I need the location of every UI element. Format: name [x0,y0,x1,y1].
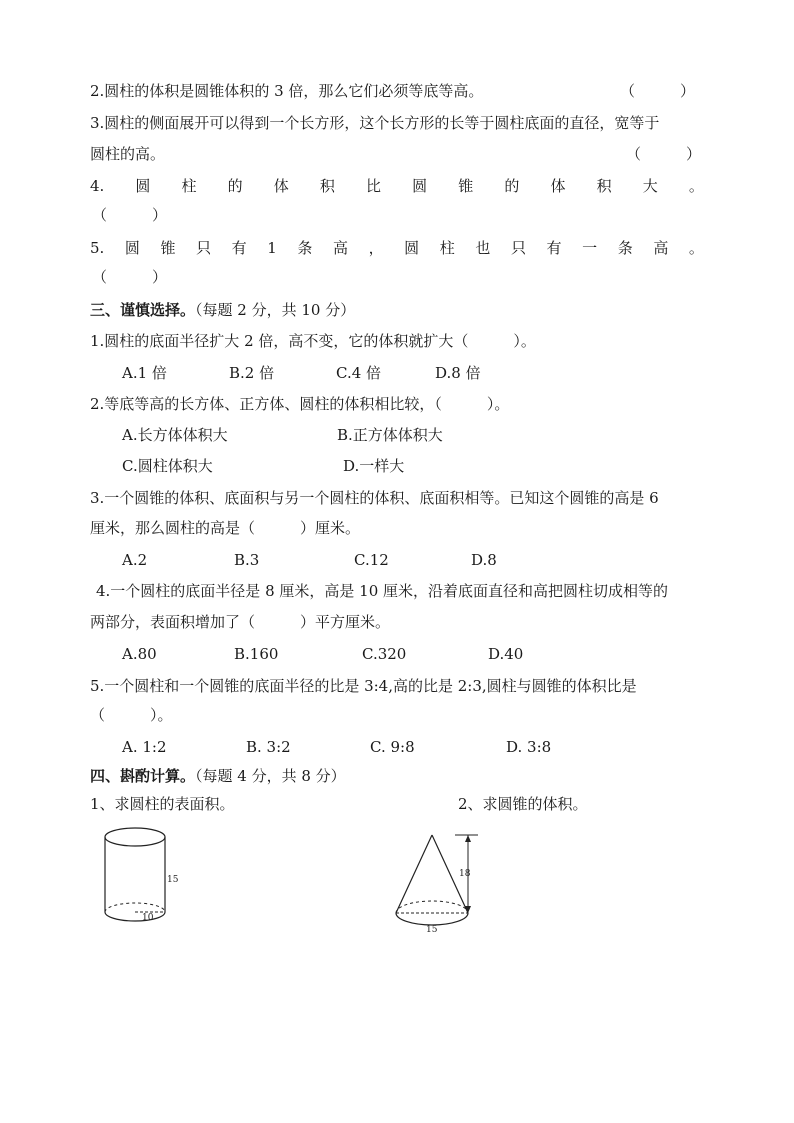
option-b[interactable]: B.2 倍 [229,364,275,382]
section-3-note: （每题 2 分，共 10 分） [195,301,356,319]
judge-answer-blank-5[interactable]: （ ） [92,268,168,286]
choice-question-4-line2: 两部分，表面积增加了（ ）平方厘米。 [90,613,391,631]
option-b[interactable]: B.160 [234,645,279,663]
judge-question-4: 4. 圆 柱 的 体 积 比 圆 锥 的 体 积 大 。 [90,177,704,195]
judge-question-2: 2.圆柱的体积是圆锥体积的 3 倍，那么它们必须等底等高。 [90,82,484,100]
section-4-heading [90,765,704,787]
calc-task-1: 1、求圆柱的表面积。 [90,795,235,813]
cylinder-figure [98,824,188,934]
choice-question-3-line1: 3.一个圆锥的体积、底面积与另一个圆柱的体积、底面积相等。已知这个圆锥的高是 6 [90,489,659,507]
judge-question-3-line1: 3.圆柱的侧面展开可以得到一个长方形，这个长方形的长等于圆柱底面的直径，宽等于 [90,114,660,132]
section-3-heading [90,299,704,321]
judge-question-5: 5. 圆 锥 只 有 1 条 高 ， 圆 柱 也 只 有 一 条 高 。 [90,239,704,257]
option-c[interactable]: C.12 [354,551,389,569]
calc-task-2: 2、求圆锥的体积。 [458,795,588,813]
judge-answer-blank-3[interactable]: （ ） [626,145,702,163]
option-d[interactable]: D.40 [488,645,524,663]
option-d[interactable]: D.8 [471,551,497,569]
option-c[interactable]: C.320 [362,645,407,663]
option-b[interactable]: B. 3:2 [246,738,291,756]
choice-question-1: 1.圆柱的底面半径扩大 2 倍，高不变，它的体积就扩大（ ）。 [90,332,536,350]
section-4-note: （每题 4 分，共 8 分） [195,767,346,785]
option-c[interactable]: C. 9:8 [370,738,415,756]
option-c[interactable]: C.圆柱体积大 [122,457,213,475]
choice-question-5-line2: （ ）。 [90,706,173,724]
option-a[interactable]: A. 1:2 [122,738,167,756]
judge-answer-blank-2[interactable]: （ ） [620,82,696,100]
cylinder-height-label: 15 [167,875,179,885]
option-b[interactable]: B.3 [234,551,260,569]
choice-question-4-line1: 4.一个圆柱的底面半径是 8 厘米，高是 10 厘米，沿着底面直径和高把圆柱切成相等的 [96,582,669,600]
option-a[interactable]: A.80 [122,645,157,663]
cone-height-label: 18 [459,869,471,879]
option-c[interactable]: C.4 倍 [336,364,382,382]
option-a[interactable]: A.长方体体积大 [122,426,228,444]
option-d[interactable]: D.8 倍 [435,364,481,382]
option-d[interactable]: D.一样大 [343,457,405,475]
cone-diameter-label: 15 [426,925,438,935]
judge-question-3-line2: 圆柱的高。 [90,145,166,163]
cylinder-radius-label: 10 [142,913,154,923]
choice-question-2: 2.等底等高的长方体、正方体、圆柱的体积相比较，（ ）。 [90,395,510,413]
choice-question-5-line1: 5.一个圆柱和一个圆锥的底面半径的比是 3:4,高的比是 2:3,圆柱与圆锥的体积比是 [90,677,637,695]
section-4-title: 四、斟酌计算。 [90,767,196,785]
judge-answer-blank-4[interactable]: （ ） [92,206,168,224]
cone-figure [388,824,498,944]
option-a[interactable]: A.1 倍 [122,364,167,382]
section-3-title: 三、谨慎选择。 [90,301,196,319]
option-b[interactable]: B.正方体体积大 [337,426,443,444]
option-a[interactable]: A.2 [122,551,148,569]
option-d[interactable]: D. 3:8 [506,738,552,756]
choice-question-3-line2: 厘米，那么圆柱的高是（ ）厘米。 [90,519,361,537]
